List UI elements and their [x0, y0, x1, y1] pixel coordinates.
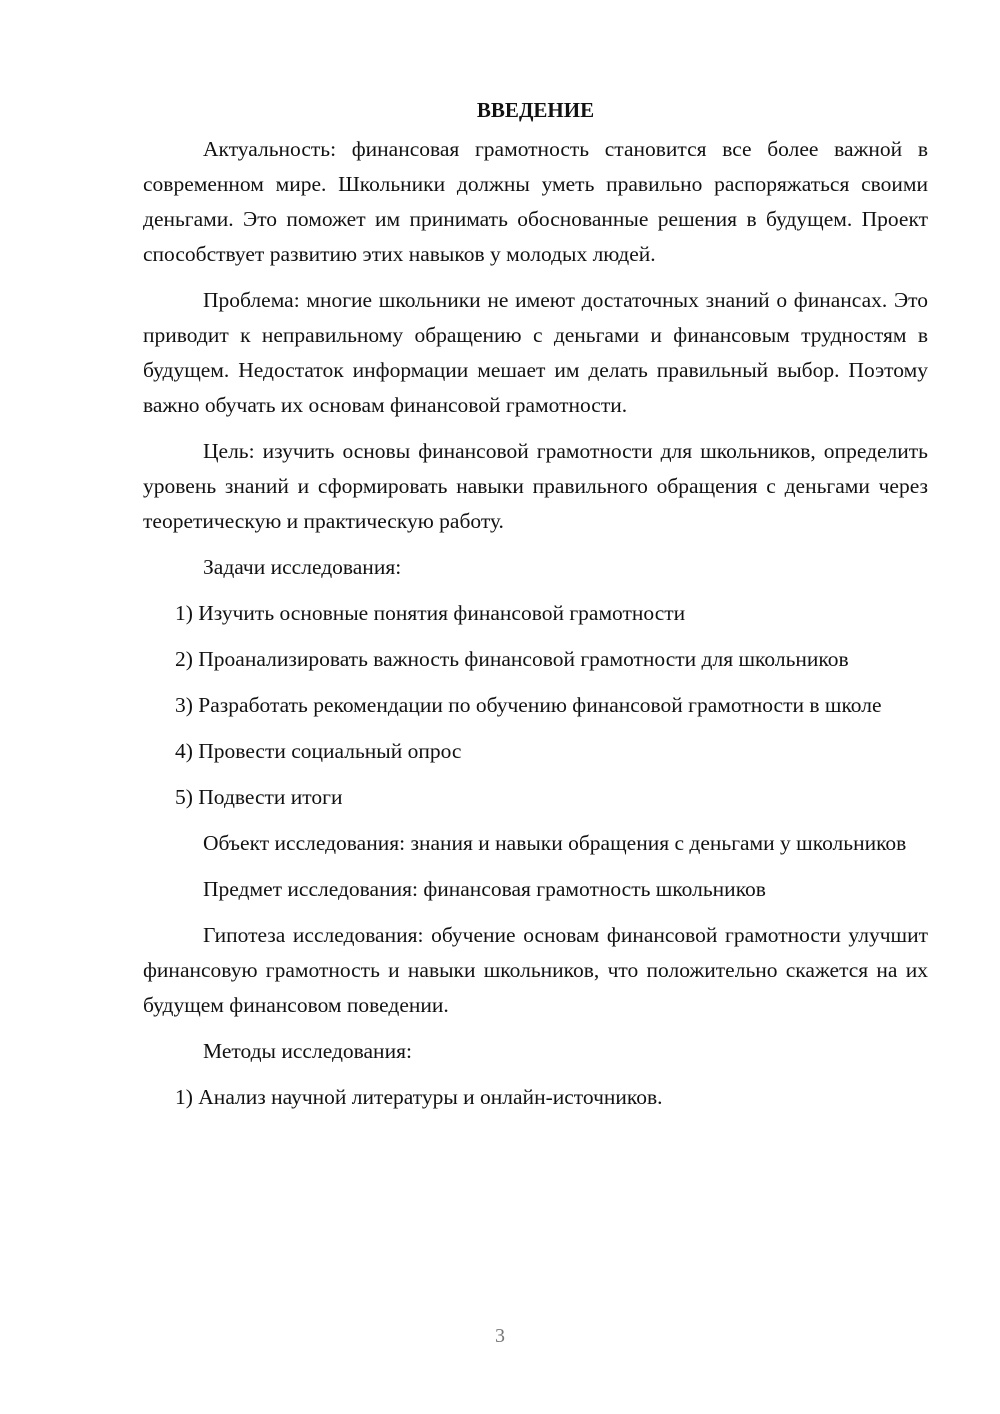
- methods-heading: Методы исследования:: [203, 1039, 412, 1063]
- section-title: ВВЕДЕНИЕ: [476, 98, 595, 122]
- task-item: 4) Провести социальный опрос: [175, 739, 462, 763]
- tasks-heading: Задачи исследования:: [203, 555, 402, 579]
- task-item: 3) Разработать рекомендации по обучению финансовой грамотности в школе: [175, 693, 882, 717]
- goal-paragraph: Цель: изучить основы финансовой грамотности для школьников, определить уровень знаний и сформировать навыки правильного обращения с деньгами через теоретическую и практическую работу.: [143, 439, 928, 533]
- task-item: 5) Подвести итоги: [175, 785, 343, 809]
- hypothesis-paragraph: Гипотеза исследования: обучение основам финансовой грамотности улучшит финансовую грамотность и навыки школьников, что положительно скажется на их будущем финансовом поведении.: [143, 923, 928, 1017]
- task-item: 1) Изучить основные понятия финансовой грамотности: [175, 601, 686, 625]
- problem-paragraph: Проблема: многие школьники не имеют достаточных знаний о финансах. Это приводит к неправильному обращению с деньгами и финансовым трудностям в будущем. Недостаток информации мешает им делать правильный выбор. Поэтому важно обучать их основам финансовой грамотности.: [143, 288, 928, 417]
- document-page: [143, 90, 928, 1126]
- method-item: 1) Анализ научной литературы и онлайн-источников.: [175, 1085, 663, 1109]
- page-number: 3: [495, 1325, 505, 1347]
- relevance-paragraph: Актуальность: финансовая грамотность становится все более важной в современном мире. Школьники должны уметь правильно распоряжаться своими деньгами. Это поможет им принимать обоснованные решения в будущем. Проект способствует развитию этих навыков у молодых людей.: [143, 137, 928, 266]
- task-item: 2) Проанализировать важность финансовой грамотности для школьников: [175, 647, 849, 671]
- subject-paragraph: Предмет исследования: финансовая грамотность школьников: [203, 877, 766, 901]
- object-paragraph: Объект исследования: знания и навыки обращения с деньгами у школьников: [203, 831, 907, 855]
